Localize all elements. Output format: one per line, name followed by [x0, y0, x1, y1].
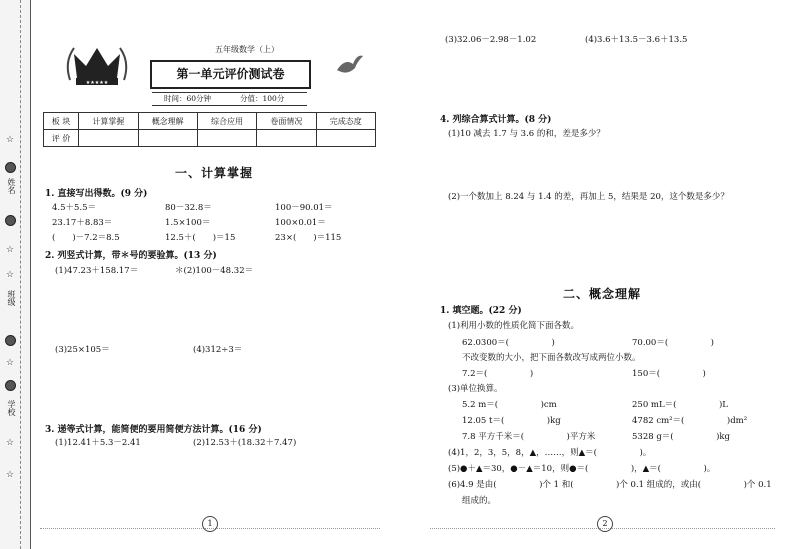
problem-item: (3)32.06－2.98－1.02 — [445, 35, 537, 45]
question-title: 1. 填空题。(22 分) — [440, 306, 522, 316]
star-icon: ☆ — [6, 438, 15, 448]
crown-emblem-icon — [62, 40, 132, 95]
binding-hole-icon — [5, 335, 16, 346]
question-title: 1. 直接写出得数。(9 分) — [45, 189, 148, 199]
page-title: 第一单元评价测试卷 — [150, 60, 311, 89]
score-table — [43, 112, 376, 147]
time-score-bar — [152, 92, 307, 106]
class-label: 班级 — [7, 290, 16, 306]
question-title: 2. 列竖式计算，带＊号的要验算。(13 分) — [45, 251, 217, 261]
problem-item: 23.17＋8.83＝ — [52, 218, 113, 228]
table-header-cell: 计算掌握 — [79, 113, 138, 130]
problem-item: (4)312÷3＝ — [193, 345, 243, 355]
score-cell[interactable] — [316, 130, 375, 147]
binding-hole-icon — [5, 215, 16, 226]
table-header-cell: 概念理解 — [138, 113, 197, 130]
fill-item: 4782 cm²＝( )dm² — [632, 416, 748, 426]
sub-question: 不改变数的大小，把下面各数改写成两位小数。 — [462, 353, 641, 363]
table-header-cell: 完成态度 — [316, 113, 375, 130]
question-title: 3. 递等式计算，能简便的要用简便方法计算。(16 分) — [45, 425, 262, 435]
question-title: 4. 列综合算式计算。(8 分) — [440, 115, 552, 125]
section-title: 二、概念理解 — [563, 287, 642, 301]
problem-item: 4.5＋5.5＝ — [52, 203, 97, 213]
sub-question: (5)●＋▲＝30，●－▲＝10，则●＝( )，▲＝( )。 — [448, 464, 716, 474]
book-name: 五年级数学（上） — [215, 45, 279, 54]
fill-item: 250 mL＝( )L — [632, 400, 728, 410]
problem-item: 12.5＋( )＝15 — [165, 233, 236, 243]
score-cell[interactable] — [257, 130, 316, 147]
problem-item: (2)12.53＋(18.32＋7.47) — [193, 438, 297, 448]
problem-item: 80－32.8＝ — [165, 203, 212, 213]
problem-item: 1.5×100＝ — [165, 218, 211, 228]
fill-item: 62.0300＝( ) — [462, 338, 555, 348]
problem-item: 100－90.01＝ — [275, 203, 333, 213]
fill-item: 150＝( ) — [632, 369, 706, 379]
sub-question: 组成的。 — [462, 496, 497, 506]
table-header-cell: 综合应用 — [197, 113, 256, 130]
star-icon: ☆ — [6, 270, 15, 280]
problem-item: 100×0.01＝ — [275, 218, 326, 228]
score-total: 分值：100分 — [240, 94, 285, 103]
score-cell[interactable] — [197, 130, 256, 147]
section-title: 一、计算掌握 — [175, 166, 254, 180]
sub-question: (1)利用小数的性质化简下面各数。 — [448, 321, 580, 331]
binding-hole-icon — [5, 380, 16, 391]
star-icon: ☆ — [6, 470, 15, 480]
table-header-cell: 卷面情况 — [257, 113, 316, 130]
table-row-label: 评 价 — [44, 130, 79, 147]
star-icon: ☆ — [6, 358, 15, 368]
problem-item: ( )－7.2＝8.5 — [52, 233, 120, 243]
score-cell[interactable] — [79, 130, 138, 147]
bird-ornament-icon — [335, 50, 365, 80]
problem-item: ＊(2)100－48.32＝ — [175, 266, 254, 276]
problem-item: (4)3.6＋13.5－3.6＋13.5 — [585, 35, 688, 45]
sub-question: (6)4.9 是由( )个 1 和( )个 0.1 组成的，或由( )个 0.1 — [448, 480, 772, 490]
star-icon: ☆ — [6, 135, 15, 145]
page-number: 1 — [202, 516, 218, 532]
score-cell[interactable] — [138, 130, 197, 147]
fill-item: 7.2＝( ) — [462, 369, 534, 379]
problem-item: (3)25×105＝ — [55, 345, 110, 355]
sub-question: (3)单位换算。 — [448, 384, 503, 394]
binding-strip — [0, 0, 31, 549]
problem-item: (1)12.41＋5.3－2.41 — [55, 438, 141, 448]
sub-question: (4)1，2，3，5，8，▲，……，则▲＝( )。 — [448, 448, 652, 458]
page-number: 2 — [597, 516, 613, 532]
svg-text:★★★★★: ★★★★★ — [85, 80, 109, 86]
problem-item: (1)47.23＋158.17＝ — [55, 266, 139, 276]
cut-line — [20, 0, 21, 549]
problem-item: (1)10 减去 1.7 与 3.6 的和，差是多少？ — [448, 129, 605, 139]
time-limit: 时间：60分钟 — [164, 94, 212, 103]
binding-hole-icon — [5, 162, 16, 173]
name-label: 姓名 — [7, 178, 16, 194]
fill-item: 5.2 m＝( )cm — [462, 400, 557, 410]
star-icon: ☆ — [6, 245, 15, 255]
fill-item: 12.05 t＝( )kg — [462, 416, 561, 426]
problem-item: (2)一个数加上 8.24 与 1.4 的差，再加上 5，结果是 20，这个数是多少？ — [448, 192, 729, 202]
fill-item: 70.00＝( ) — [632, 338, 714, 348]
fill-item: 5328 g＝( )kg — [632, 432, 730, 442]
problem-item: 23×( )＝115 — [275, 233, 342, 243]
school-label: 学校 — [7, 400, 16, 416]
table-header-cell: 板 块 — [44, 113, 79, 130]
fill-item: 7.8 平方千米＝( )平方米 — [462, 432, 596, 442]
